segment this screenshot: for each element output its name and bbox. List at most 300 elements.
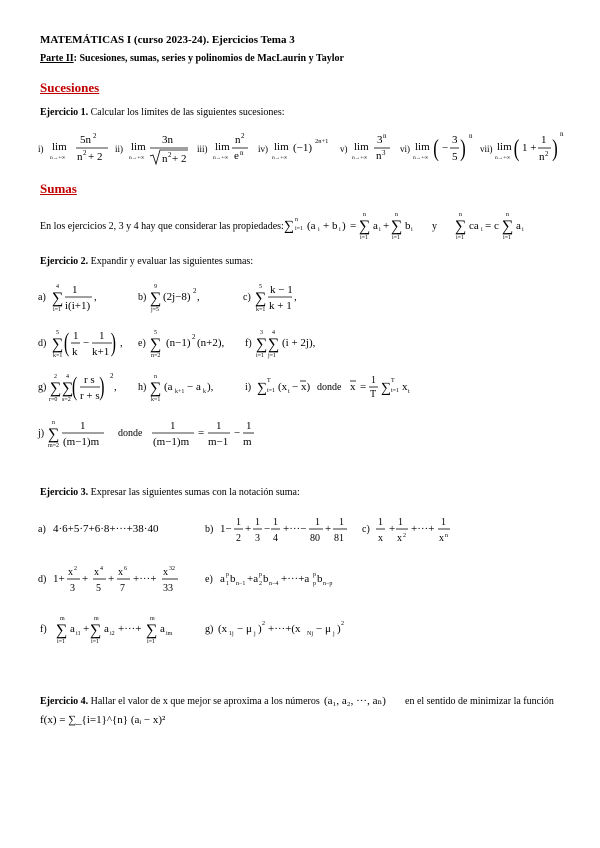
svg-text:∑: ∑ — [381, 381, 391, 396]
svg-text:e): e) — [205, 574, 213, 585]
svg-text:1: 1 — [273, 517, 278, 528]
svg-text:g): g) — [38, 382, 47, 393]
svg-text:x: x — [118, 567, 123, 578]
svg-text:i: i — [411, 227, 413, 233]
svg-text:2: 2 — [241, 132, 245, 140]
svg-text:),: ), — [207, 381, 214, 393]
props-formulas — [280, 206, 550, 244]
svg-text:n: n — [469, 132, 473, 140]
svg-text:i: i — [481, 227, 483, 233]
svg-text:+···+(x: +···+(x — [268, 623, 301, 635]
svg-text:T: T — [391, 378, 395, 384]
svg-text:+ 2: + 2 — [172, 153, 187, 165]
section-sumas: Sumas — [40, 181, 77, 196]
ex2-item-d — [38, 328, 123, 359]
svg-text:n→+∞: n→+∞ — [50, 155, 66, 161]
svg-text:∑: ∑ — [48, 426, 60, 443]
svg-text:∑: ∑ — [284, 219, 294, 234]
svg-text:n: n — [363, 212, 366, 218]
svg-text:i=1: i=1 — [503, 235, 512, 241]
svg-text:5: 5 — [452, 151, 458, 163]
svg-text:∑: ∑ — [255, 290, 267, 307]
ex4-numbers: (a₁, a₂, ···, aₙ) — [324, 695, 386, 707]
svg-text:lim: lim — [497, 141, 512, 153]
svg-text:lim: lim — [52, 141, 67, 153]
svg-text:n: n — [395, 212, 398, 218]
ex2-item-i — [245, 375, 410, 400]
svg-text:−: − — [264, 523, 271, 535]
svg-text:1: 1 — [216, 420, 222, 432]
svg-text:(n+2),: (n+2), — [197, 337, 225, 349]
svg-text:+: + — [108, 573, 115, 585]
svg-text:3: 3 — [260, 330, 263, 336]
svg-text:i=1: i=1 — [295, 226, 304, 232]
svg-text:i: i — [522, 227, 524, 233]
svg-text:2: 2 — [262, 621, 265, 627]
svg-text:+: + — [82, 573, 89, 585]
ex1-item-iii — [197, 132, 248, 162]
svg-text:b: b — [263, 573, 269, 585]
svg-text:+: + — [83, 623, 90, 635]
svg-text:1: 1 — [398, 517, 403, 528]
svg-text:80: 80 — [310, 533, 320, 544]
svg-text:k: k — [203, 389, 206, 395]
svg-text:+···+: +···+ — [133, 573, 157, 585]
ex1-item-iv — [258, 138, 328, 161]
svg-text:−: − — [442, 142, 449, 154]
svg-text:(x: (x — [278, 381, 288, 393]
svg-text:j): j) — [38, 428, 45, 439]
ex1-label: Ejercicio 1. — [40, 107, 89, 118]
svg-text:n: n — [77, 151, 83, 163]
svg-text:r + s: r + s — [80, 390, 100, 402]
svg-text:donde: donde — [118, 428, 143, 439]
svg-text:i): i) — [38, 144, 44, 154]
svg-text:∑: ∑ — [391, 218, 403, 235]
svg-text:a: a — [104, 623, 109, 635]
svg-text:+···+: +···+ — [411, 523, 435, 535]
ex3-item-c — [362, 517, 450, 544]
svg-text:3: 3 — [377, 134, 383, 146]
svg-text:g): g) — [205, 624, 214, 635]
svg-text:): ) — [552, 136, 558, 162]
ex2-item-j — [37, 420, 254, 448]
svg-text:j=1: j=1 — [268, 353, 277, 359]
svg-text:lim: lim — [274, 141, 289, 153]
svg-text:+···−: +···− — [283, 523, 307, 535]
svg-text:a: a — [516, 220, 521, 232]
svg-text:2: 2 — [545, 150, 549, 158]
svg-text:(x: (x — [218, 623, 228, 635]
svg-text:+···+a: +···+a — [281, 573, 310, 585]
svg-text:2: 2 — [93, 132, 97, 140]
svg-text:(n−1): (n−1) — [166, 337, 191, 349]
svg-text:5n: 5n — [80, 134, 91, 146]
props-connector: y — [432, 221, 437, 232]
property-sum-scalar — [455, 212, 524, 241]
svg-text:(a: (a — [164, 381, 173, 393]
svg-text:v): v) — [340, 144, 348, 154]
props-intro: En los ejercicios 2, 3 y 4 hay que considerar las propiedades: — [40, 221, 284, 232]
section-sucesiones: Sucesiones — [40, 80, 100, 95]
svg-text:∑: ∑ — [50, 380, 62, 397]
svg-text:r s: r s — [84, 374, 95, 386]
svg-text:∑: ∑ — [359, 218, 371, 235]
svg-text:i: i — [339, 227, 341, 233]
svg-text:∑: ∑ — [150, 380, 162, 397]
svg-text:,: , — [197, 291, 200, 303]
svg-text:i=1: i=1 — [91, 639, 100, 645]
ex2-item-h — [138, 374, 214, 403]
svg-text:3: 3 — [255, 533, 260, 544]
svg-text:4·6+5·7+6·8+···+38·40: 4·6+5·7+6·8+···+38·40 — [53, 523, 159, 535]
ex3-item-g — [205, 621, 344, 637]
svg-text:∑: ∑ — [268, 336, 280, 353]
svg-text:x: x — [94, 567, 99, 578]
svg-text:b): b) — [205, 524, 214, 535]
svg-text:−: − — [234, 427, 241, 439]
svg-text:7: 7 — [120, 583, 125, 594]
svg-text:1−: 1− — [220, 523, 232, 535]
svg-text:t=1: t=1 — [267, 388, 276, 394]
svg-text:1: 1 — [371, 375, 376, 386]
svg-text:i=1: i=1 — [360, 235, 369, 241]
svg-text:3: 3 — [382, 149, 386, 157]
svg-text:lim: lim — [215, 141, 230, 153]
svg-text:): ) — [342, 220, 346, 232]
svg-text:∑: ∑ — [52, 336, 64, 353]
svg-text:x: x — [350, 381, 356, 393]
svg-text:i(i+1): i(i+1) — [65, 300, 91, 312]
ex2-item-f — [245, 330, 316, 359]
svg-text:(m−1)m: (m−1)m — [153, 436, 190, 448]
svg-text:∑: ∑ — [62, 380, 74, 397]
svg-text:n: n — [295, 217, 298, 223]
svg-text:2: 2 — [74, 566, 77, 572]
svg-text:=: = — [360, 381, 367, 393]
svg-text:n−1: n−1 — [236, 581, 246, 587]
svg-text:ca: ca — [469, 220, 479, 232]
svg-text:): ) — [110, 327, 116, 358]
svg-text:s=2: s=2 — [62, 397, 71, 403]
ex4-text1: Hallar el valor de x que mejor se aproxima a los números — [88, 696, 320, 707]
svg-text:a: a — [70, 623, 75, 635]
svg-text:n: n — [560, 130, 564, 138]
ex3-intro — [40, 487, 300, 498]
svg-text:x: x — [163, 567, 168, 578]
svg-text:k+1: k+1 — [92, 346, 110, 358]
svg-text:3: 3 — [70, 583, 75, 594]
part-text: : Sucesiones, sumas, series y polinomios de MacLaurin y Taylor — [73, 53, 344, 64]
svg-text:i=1: i=1 — [456, 235, 465, 241]
svg-text:−: − — [83, 337, 90, 349]
svg-text:ii): ii) — [115, 144, 123, 154]
svg-text:∑: ∑ — [90, 622, 102, 639]
svg-text:): ) — [99, 371, 105, 402]
svg-text:4: 4 — [272, 330, 275, 336]
svg-text:n→+∞: n→+∞ — [352, 155, 368, 161]
svg-text:− μ: − μ — [316, 623, 331, 635]
ex1-item-ii — [115, 134, 188, 165]
svg-text:m: m — [94, 616, 99, 622]
ex2-text: Expandir y evaluar las siguientes sumas: — [88, 256, 254, 267]
svg-text:2: 2 — [236, 533, 241, 544]
ex4-text2: en el sentido de minimizar la función — [405, 696, 554, 707]
svg-text:j=5: j=5 — [151, 307, 160, 313]
svg-text:1: 1 — [72, 284, 78, 296]
svg-text:): ) — [337, 623, 341, 635]
ex2-intro — [40, 256, 253, 267]
svg-text:4: 4 — [56, 284, 59, 290]
svg-text:p: p — [259, 572, 262, 578]
svg-text:): ) — [460, 136, 466, 162]
svg-text:,: , — [294, 291, 297, 303]
svg-text:a: a — [373, 220, 378, 232]
svg-text:1: 1 — [315, 517, 320, 528]
svg-text:2n+1: 2n+1 — [315, 138, 329, 145]
svg-text:n: n — [154, 374, 157, 380]
svg-text:1+: 1+ — [53, 573, 65, 585]
svg-text:9: 9 — [154, 284, 157, 290]
svg-text:2: 2 — [341, 621, 344, 627]
svg-text:1: 1 — [255, 517, 260, 528]
svg-text:donde: donde — [317, 382, 342, 393]
part-label: Parte II — [40, 53, 74, 64]
svg-text:a): a) — [38, 292, 46, 303]
svg-text:i: i — [379, 227, 381, 233]
svg-text:b: b — [230, 573, 236, 585]
ex4-intro — [40, 696, 320, 707]
svg-text:b: b — [405, 220, 411, 232]
svg-text:∑: ∑ — [146, 622, 158, 639]
svg-text:x: x — [378, 533, 383, 544]
svg-text:1j: 1j — [229, 631, 234, 637]
svg-text:(: ( — [433, 136, 439, 162]
svg-text:+···+: +···+ — [118, 623, 142, 635]
svg-text:t: t — [408, 389, 410, 395]
ex1-formulas — [0, 128, 600, 176]
ex1-item-vi — [400, 132, 473, 163]
svg-text:3n: 3n — [162, 134, 173, 146]
svg-text:(2j−8): (2j−8) — [163, 291, 191, 303]
svg-text:∑: ∑ — [455, 218, 467, 235]
svg-text:n→+∞: n→+∞ — [129, 155, 145, 161]
svg-text:2: 2 — [403, 533, 406, 539]
svg-text:∑: ∑ — [256, 336, 268, 353]
svg-text:,: , — [114, 381, 117, 393]
ex1-text: Calcular los límites de las siguientes sucesiones: — [88, 107, 285, 118]
svg-text:i=1: i=1 — [53, 307, 62, 313]
svg-text:(: ( — [513, 136, 520, 162]
ex3-item-d — [38, 566, 178, 594]
svg-text:5: 5 — [56, 330, 59, 336]
ex4-function: f(x) = ∑_{i=1}^{n} (aᵢ − x)² — [40, 714, 166, 726]
ex2-formulas — [0, 278, 600, 448]
ex3-text: Expresar las siguientes sumas con la notación suma: — [88, 487, 300, 498]
ex1-item-v — [340, 132, 390, 162]
svg-text:1: 1 — [99, 330, 105, 342]
svg-text:,: , — [94, 291, 97, 303]
svg-text:5: 5 — [154, 330, 157, 336]
svg-text:n→+∞: n→+∞ — [495, 155, 511, 161]
svg-text:a: a — [160, 623, 165, 635]
svg-text:+: + — [389, 523, 396, 535]
svg-text:e: e — [234, 150, 239, 162]
svg-text:m: m — [150, 616, 155, 622]
ex3-item-a — [38, 523, 159, 535]
svg-text:j: j — [333, 631, 335, 637]
svg-text:i=1: i=1 — [392, 235, 401, 241]
svg-text:+: + — [245, 523, 252, 535]
property-sum-additivity — [284, 212, 413, 241]
svg-text:+: + — [383, 220, 390, 232]
svg-text:im: im — [166, 631, 173, 637]
svg-text:c): c) — [243, 292, 251, 303]
svg-text:1: 1 — [73, 330, 79, 342]
svg-text:c): c) — [362, 524, 370, 535]
svg-text:x: x — [439, 533, 444, 544]
svg-text:2: 2 — [54, 374, 57, 380]
svg-text:n→+∞: n→+∞ — [272, 155, 288, 161]
svg-text:n−4: n−4 — [269, 581, 279, 587]
svg-text:(a: (a — [307, 220, 316, 232]
svg-text:32: 32 — [169, 566, 175, 572]
svg-text:33: 33 — [163, 583, 173, 594]
ex2-item-b — [138, 284, 200, 313]
svg-text:1 +: 1 + — [522, 142, 537, 154]
svg-text:=: = — [350, 220, 357, 232]
svg-text:n: n — [506, 212, 509, 218]
svg-text:5: 5 — [259, 284, 262, 290]
svg-text:i=1: i=1 — [57, 639, 66, 645]
svg-text:+a: +a — [247, 573, 259, 585]
svg-text:n: n — [539, 151, 545, 163]
svg-text:h): h) — [138, 382, 147, 393]
ex3-label: Ejercicio 3. — [40, 487, 89, 498]
svg-text:): ) — [258, 623, 262, 635]
svg-text:x: x — [68, 567, 73, 578]
svg-text:4: 4 — [100, 566, 103, 572]
svg-text:n→+∞: n→+∞ — [213, 155, 229, 161]
svg-text:+ 2: + 2 — [88, 151, 103, 163]
svg-text:+ b: + b — [323, 220, 338, 232]
svg-text:T: T — [267, 378, 271, 384]
svg-text:∑: ∑ — [150, 290, 162, 307]
svg-text:n: n — [383, 132, 387, 140]
svg-text:k=1: k=1 — [151, 397, 161, 403]
svg-text:1: 1 — [226, 581, 229, 587]
ex3-item-f — [40, 616, 173, 645]
ex4-label: Ejercicio 4. — [40, 696, 89, 707]
svg-text:i): i) — [245, 382, 252, 393]
svg-text:r=0: r=0 — [49, 397, 58, 403]
svg-text:3: 3 — [452, 134, 458, 146]
svg-text:(: ( — [72, 371, 78, 402]
svg-text:2: 2 — [110, 372, 114, 380]
svg-text:m=2: m=2 — [48, 443, 60, 448]
svg-text:4: 4 — [273, 533, 278, 544]
svg-text:lim: lim — [131, 141, 146, 153]
svg-text:n: n — [235, 134, 241, 146]
svg-text:− μ: − μ — [237, 623, 252, 635]
svg-text:n→+∞: n→+∞ — [413, 155, 429, 161]
svg-text:(−1): (−1) — [293, 142, 313, 154]
svg-text:p: p — [313, 572, 316, 578]
ex2-item-g — [38, 372, 117, 403]
svg-text:81: 81 — [334, 533, 344, 544]
svg-text:n: n — [376, 150, 382, 162]
svg-text:m: m — [243, 436, 252, 448]
ex3-item-b — [205, 517, 347, 544]
svg-text:n−p: n−p — [323, 581, 333, 587]
svg-text:iii): iii) — [197, 144, 208, 154]
svg-text:∑: ∑ — [52, 290, 64, 307]
svg-text:d): d) — [38, 338, 47, 349]
svg-text:∑: ∑ — [56, 622, 68, 639]
svg-text:a: a — [220, 573, 225, 585]
svg-text:p: p — [313, 581, 316, 587]
svg-text:− a: − a — [187, 381, 201, 393]
svg-text:e): e) — [138, 338, 146, 349]
svg-text:k − 1: k − 1 — [270, 284, 293, 296]
svg-text:2: 2 — [83, 149, 87, 157]
svg-text:k+1: k+1 — [175, 389, 185, 395]
ex2-item-c — [243, 284, 297, 313]
svg-text:T: T — [370, 389, 377, 400]
svg-text:=: = — [198, 427, 205, 439]
svg-text:1: 1 — [236, 517, 241, 528]
svg-text:1: 1 — [541, 134, 547, 146]
ex1-item-vii — [480, 130, 564, 163]
svg-text:m: m — [60, 616, 65, 622]
svg-text:2: 2 — [192, 333, 196, 341]
svg-text:a): a) — [38, 524, 46, 535]
svg-text:b: b — [317, 573, 323, 585]
part-heading — [40, 53, 344, 64]
svg-text:k=1: k=1 — [256, 307, 266, 313]
svg-text:n: n — [162, 153, 168, 165]
ex2-item-e — [138, 330, 225, 359]
svg-text:(m−1)m: (m−1)m — [63, 436, 100, 448]
svg-text:n: n — [445, 533, 448, 539]
svg-text:i: i — [318, 227, 320, 233]
svg-text:i=1: i=1 — [147, 639, 156, 645]
svg-text:m−1: m−1 — [208, 436, 229, 448]
svg-text:2: 2 — [193, 287, 197, 295]
ex1-intro — [40, 107, 285, 118]
svg-text:1: 1 — [246, 420, 252, 432]
ex3-formulas — [0, 510, 600, 650]
svg-text:vii): vii) — [480, 144, 493, 154]
svg-text:(: ( — [64, 327, 70, 358]
svg-text:= c: = c — [485, 220, 499, 232]
svg-text:1: 1 — [80, 420, 86, 432]
svg-text:d): d) — [38, 574, 47, 585]
svg-text:lim: lim — [415, 141, 430, 153]
svg-text:k: k — [72, 346, 78, 358]
svg-text:4: 4 — [66, 374, 69, 380]
svg-text:f): f) — [245, 338, 252, 349]
ex1-item-i — [38, 132, 108, 163]
svg-text:t: t — [288, 389, 290, 395]
svg-text:∑: ∑ — [257, 381, 267, 396]
svg-text:2: 2 — [168, 151, 172, 159]
svg-text:1: 1 — [441, 517, 446, 528]
ex2-item-a — [38, 284, 97, 313]
svg-text:i2: i2 — [110, 631, 115, 637]
svg-text:1: 1 — [378, 517, 383, 528]
svg-text:∑: ∑ — [150, 336, 162, 353]
